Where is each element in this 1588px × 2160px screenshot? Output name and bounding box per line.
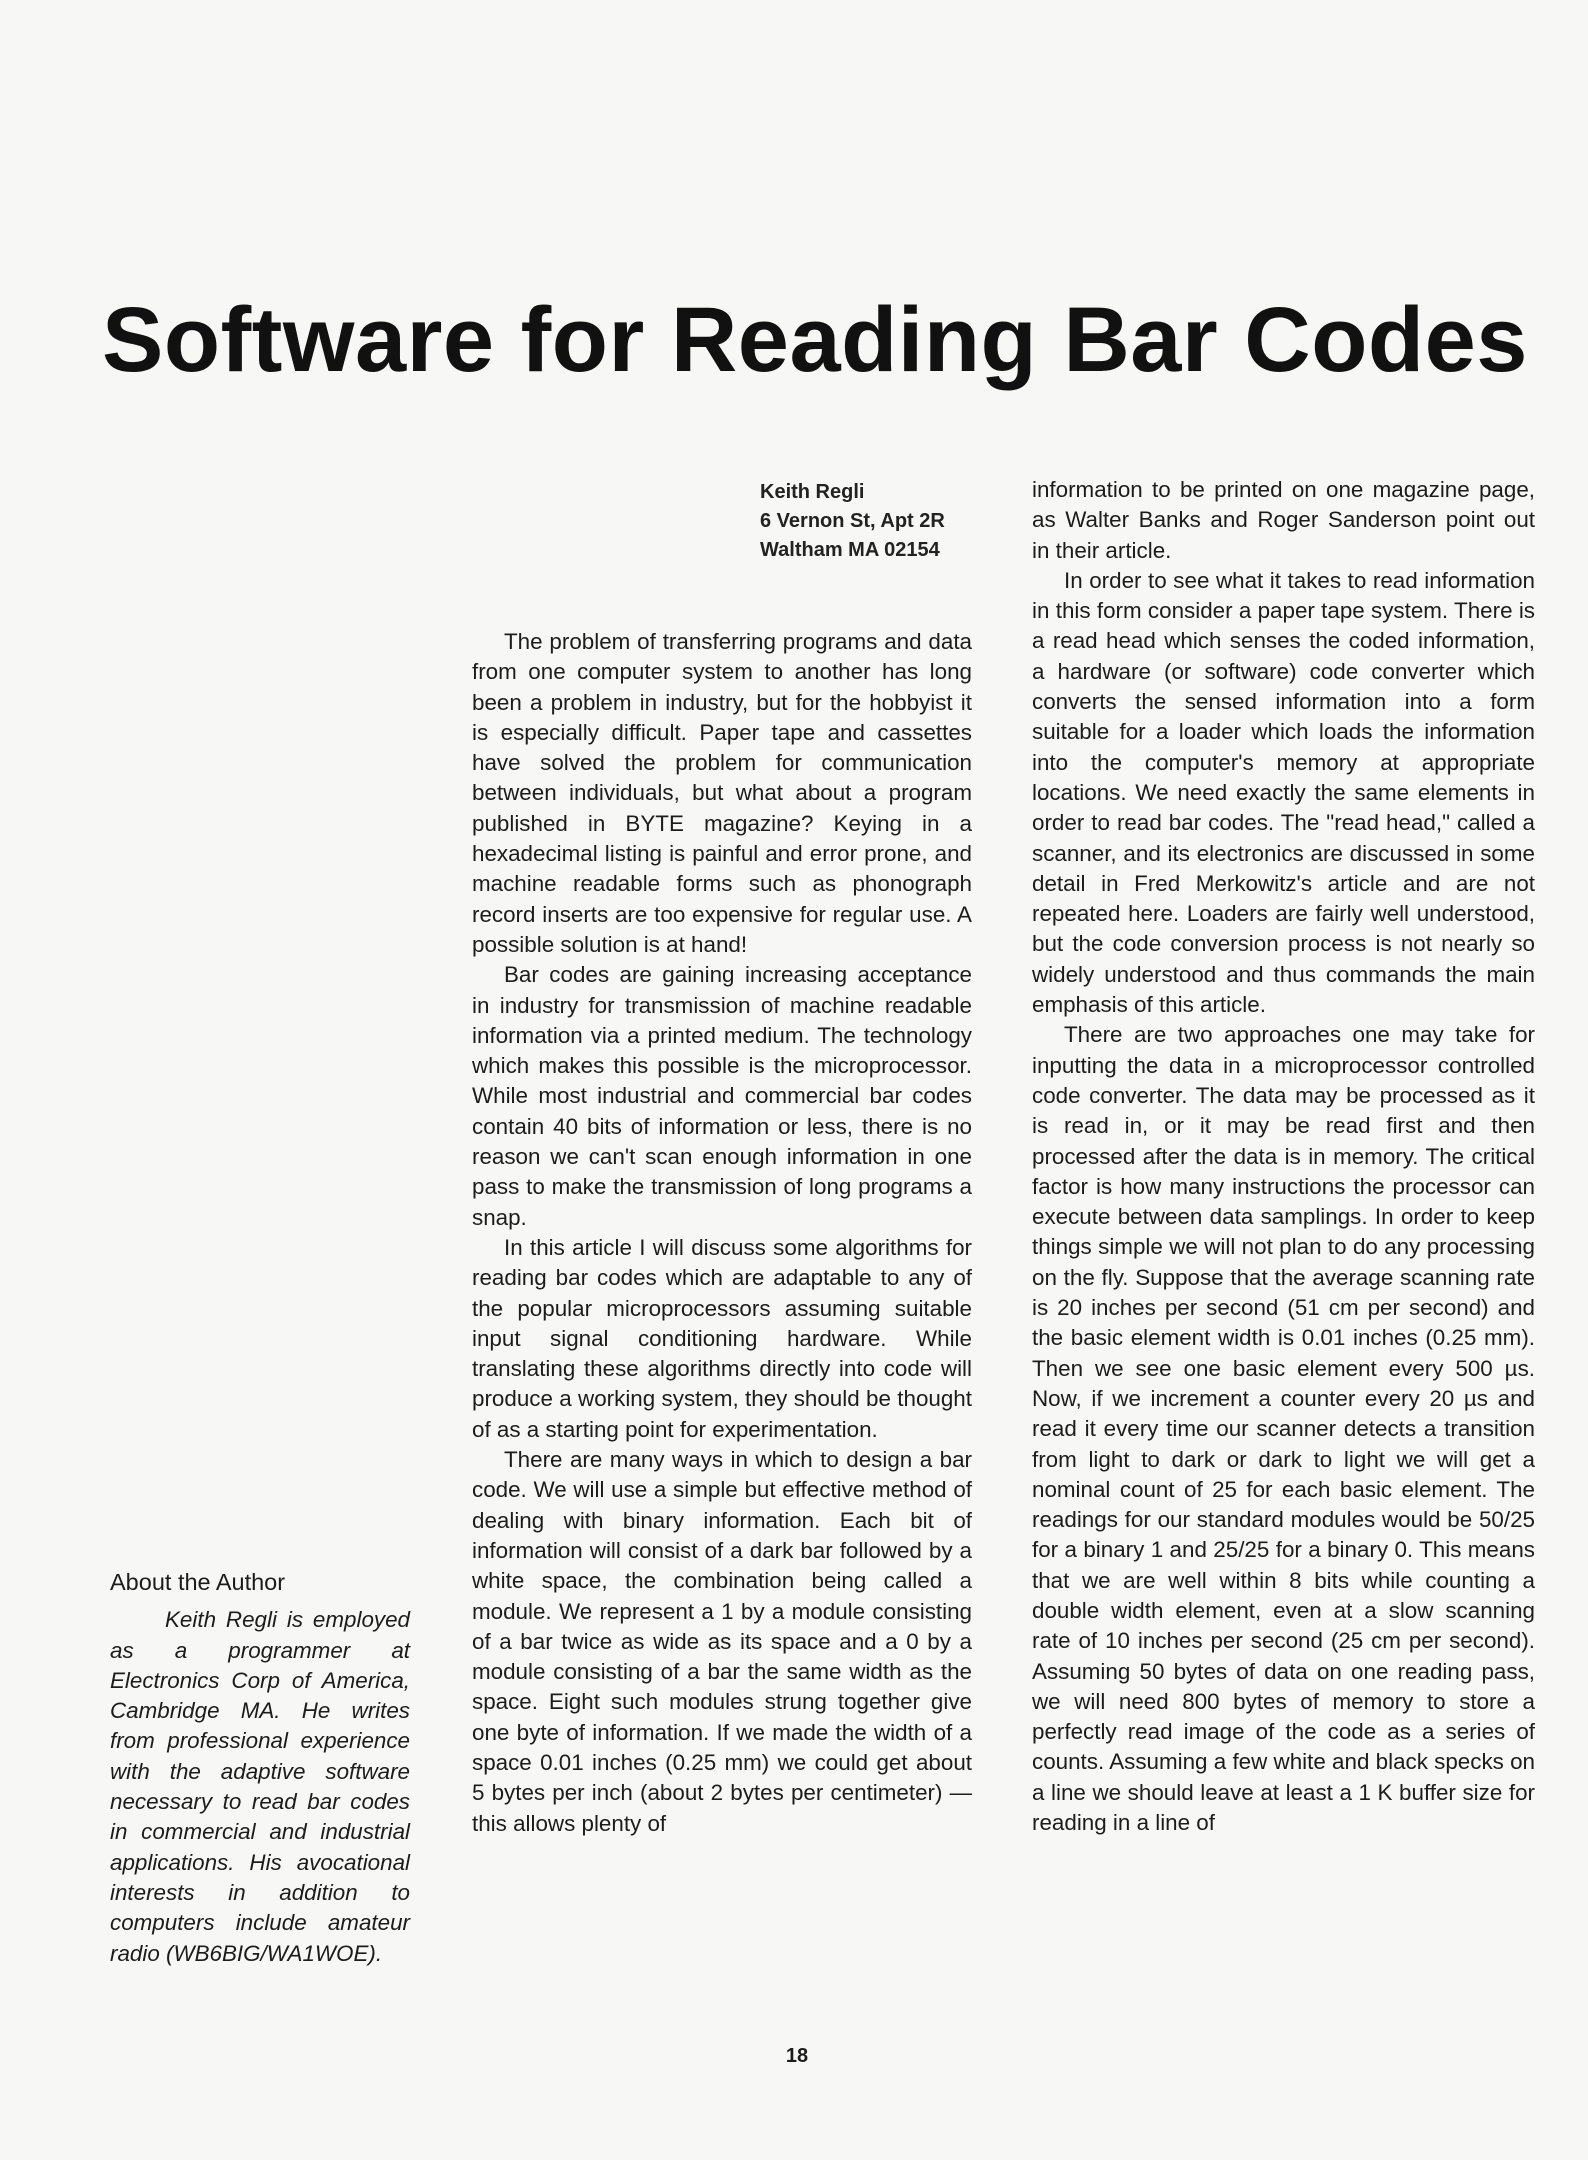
page-number: 18	[785, 2045, 809, 2067]
body-paragraph: information to be printed on one magazine page, as Walter Banks and Roger Sanderson point out in their article.	[1032, 477, 1535, 563]
about-author-sidebar	[110, 1567, 410, 1969]
article-title: Software for Reading Bar Codes	[102, 288, 1528, 391]
body-paragraph: In this article I will discuss some algorithms for reading bar codes which are adaptable to any of the popular microprocessors assuming suitable input signal conditioning hardware. While translating these algorithms directly into code will produce a working system, they should be thought of as a starting point for experimentation.	[472, 1234, 972, 1442]
body-paragraph: There are two approaches one may take for inputting the data in a microprocessor controlled code converter. The data may be processed as it is read in, or it may be read first and then processed after the data is in memory. The critical factor is how many instructions the processor can execute between data samplings. In order to keep things simple we will not plan to do any processing on the fly. Suppose that the average scanning rate is 20 inches per second (51 cm per second) and the basic element width is 0.01 inches (0.25 mm). Then we see one basic element every 500 µs. Now, if we increment a counter every 20 µs and read it every time our scanner detects a transition from light to dark or dark to light we will get a nominal count of 25 for each basic element. The readings for our standard modules would be 50/25 for a binary 1 and 25/25 for a binary 0. This means that we are well within 8 bits while counting a double width element, even at a slow scanning rate of 10 inches per second (25 cm per second). Assuming 50 bytes of data on one reading pass, we will need 800 bytes of memory to store a perfectly read image of the code as a series of counts. Assuming a few white and black specks on a line we should leave at least a 1 K buffer size for reading in a line of	[1032, 1022, 1535, 1836]
right-column	[1032, 475, 1535, 1838]
about-heading: About the Author	[110, 1569, 286, 1595]
author-block	[760, 478, 1010, 565]
body-paragraph: In order to see what it takes to read information in this form consider a paper tape system. There is a read head which senses the coded information, a hardware (or software) code converter which converts the sensed information into a form suitable for a loader which loads the information into the computer's memory at appropriate locations. We need exactly the same elements in order to read bar codes. The "read head," called a scanner, and its electronics are discussed in some detail in Fred Merkowitz's article and are not repeated here. Loaders are fairly well understood, but the code conversion process is not nearly so widely understood and thus commands the main emphasis of this article.	[1032, 567, 1535, 1018]
author-street: 6 Vernon St, Apt 2R	[760, 510, 945, 532]
body-paragraph: There are many ways in which to design a bar code. We will use a simple but effective method of dealing with binary information. Each bit of information will consist of a dark bar followed by a white space, the combination being called a module. We represent a 1 by a module consisting of a bar twice as wide as its space and a 0 by a module consisting of a bar the same width as the space. Eight such modules strung together give one byte of information. If we made the width of a space 0.01 inches (0.25 mm) we could get about 5 bytes per inch (about 2 bytes per centimeter) — this allows plenty of	[472, 1447, 972, 1836]
body-paragraph: Bar codes are gaining increasing acceptance in industry for transmission of machine readable information via a printed medium. The technology which makes this possible is the microprocessor. While most industrial and commercial bar codes contain 40 bits of information or less, there is no reason we can't scan enough information in one pass to make the transmission of long programs a snap.	[472, 962, 972, 1230]
middle-column	[472, 627, 972, 1839]
author-city: Waltham MA 02154	[760, 539, 940, 561]
about-text: Keith Regli is employed as a programmer at Electronics Corp of America, Cambridge MA. He writes from professional experience with the adaptive software necessary to read bar codes in commercial and industrial applications. His avocational interests in addition to computers include amateur radio (WB6BIG/WA1WOE).	[110, 1607, 410, 1966]
body-paragraph: The problem of transferring programs and data from one computer system to another has long been a problem in industry, but for the hobbyist it is especially difficult. Paper tape and cassettes have solved the problem for communication between individuals, but what about a program published in BYTE magazine? Keying in a hexadecimal listing is painful and error prone, and machine readable forms such as phonograph record inserts are too expensive for regular use. A possible solution is at hand!	[472, 629, 972, 957]
author-name: Keith Regli	[760, 481, 865, 503]
